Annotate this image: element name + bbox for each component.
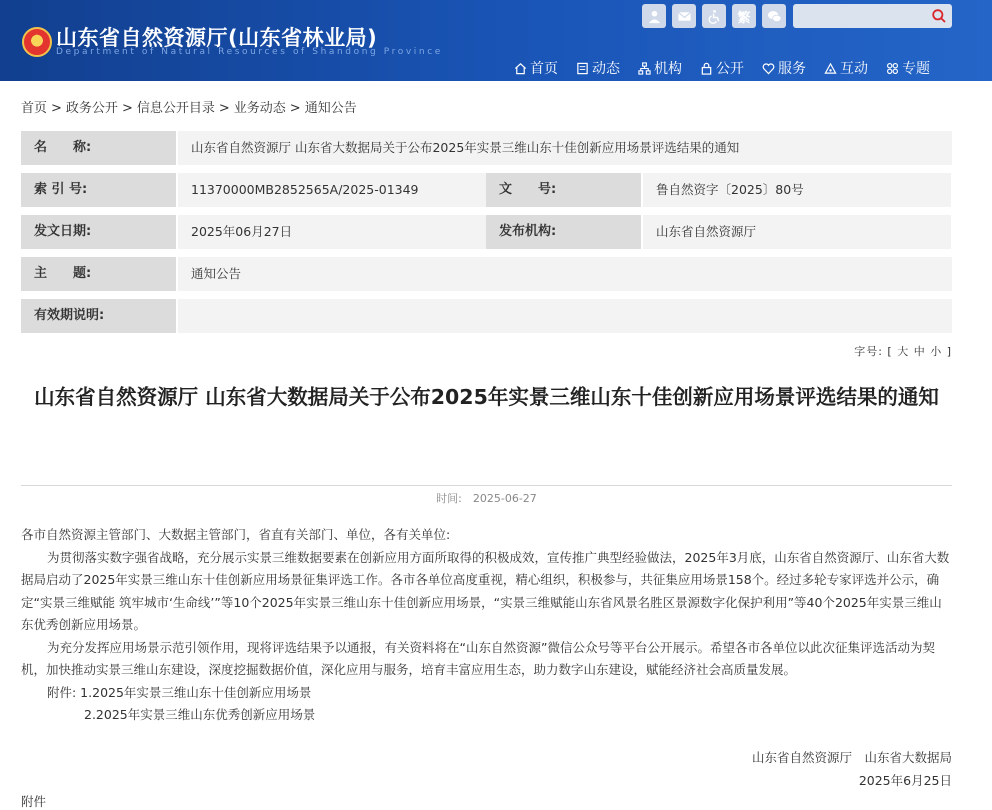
info-row-date — [21, 215, 952, 249]
paragraph: 为贯彻落实数字强省战略，充分展示实景三维数据要素在创新应用方面所取得的积极成效，宣传推广典型经验做法，2025年3月底，山东省自然资源厅、山东省大数据局启动了2025年实景三维山东十佳创新应用场景征集评选工作。各市各单位高度重视，精心组织，积极参与，共征集应用场景158个。经过多轮专家评选并公示，确定“实景三维赋能 筑牢城市‘生命线’”等10个2025年实景三维山东十佳创新应用场景，“实景三维赋能山东省风景名胜区景源数字化保护利用”等40个2025年实景三维山东优秀创新应用场景。 — [21, 549, 950, 632]
attachment-link-2[interactable]: 2.2025年实景三维山东优秀创新应用场景 — [84, 707, 316, 722]
nav-item-topic[interactable] — [886, 58, 930, 78]
wechat-icon[interactable] — [762, 4, 786, 28]
toolbar — [642, 4, 786, 28]
info-row-index — [21, 173, 952, 207]
info-value-topic: 通知公告 — [178, 257, 952, 291]
info-label: 发文日期: — [21, 215, 176, 249]
font-size-small[interactable]: 小 — [930, 345, 943, 358]
lock-icon — [700, 62, 713, 75]
interact-icon — [824, 62, 837, 75]
info-label: 发布机构: — [486, 215, 641, 249]
nav-label: 动态 — [592, 61, 620, 77]
info-value-validity — [178, 299, 952, 333]
info-value-org: 山东省自然资源厅 — [643, 215, 951, 249]
publish-time: 时间: 2025-06-27 — [436, 492, 537, 505]
search-box — [793, 4, 952, 28]
nav-label: 专题 — [902, 61, 930, 77]
info-label: 名 称: — [21, 131, 176, 165]
news-icon — [576, 62, 589, 75]
breadcrumb-catalog[interactable]: 信息公开目录 — [136, 101, 215, 116]
nav-item-home[interactable] — [514, 58, 558, 78]
grid-icon — [886, 62, 899, 75]
nav-item-service[interactable] — [762, 58, 806, 78]
paragraph: 为充分发挥应用场景示范引领作用，现将评选结果予以通报，有关资料将在“山东自然资源”微信公众号等平台公开展示。希望各市各单位以此次征集评选活动为契机，加快推动实景三维山东建设，深度挖掘数据价值，深化应用与服务，培育丰富应用生态，助力数字山东建设，赋能经济社会高质量发展。 — [21, 639, 935, 677]
breadcrumb — [21, 97, 357, 116]
info-label: 索 引 号: — [21, 173, 176, 207]
site-title[interactable]: 山东省自然资源厅(山东省林业局) — [56, 26, 378, 50]
traditional-chinese-button[interactable]: 繁 — [732, 4, 756, 28]
breadcrumb-separator: > — [289, 101, 301, 116]
signature-orgs: 山东省自然资源厅 山东省大数据局 — [751, 750, 952, 765]
nav-item-interact[interactable] — [824, 58, 868, 78]
font-size-controls — [854, 343, 952, 359]
article-title: 山东省自然资源厅 山东省大数据局关于公布2025年实景三维山东十佳创新应用场景评选结果的通知 — [34, 385, 939, 409]
info-value-docno: 鲁自然资字〔2025〕80号 — [643, 173, 951, 207]
breadcrumb-home[interactable]: 首页 — [21, 101, 48, 116]
accessibility-icon[interactable] — [702, 4, 726, 28]
emblem-icon — [22, 27, 52, 57]
font-size-end: ] — [946, 345, 952, 358]
info-label: 主 题: — [21, 257, 176, 291]
info-value-index: 11370000MB2852565A/2025-01349 — [178, 173, 486, 207]
breadcrumb-open-gov[interactable]: 政务公开 — [65, 101, 118, 116]
font-size-label: 字号: [ — [854, 345, 893, 358]
info-row-name — [21, 131, 952, 165]
info-row-topic — [21, 257, 952, 291]
font-size-large[interactable]: 大 — [897, 345, 910, 358]
site-subtitle: Department of Natural Resources of Shandong Province — [56, 47, 443, 57]
nav-label: 服务 — [778, 61, 806, 77]
heart-icon — [762, 62, 775, 75]
nav-item-public[interactable] — [700, 58, 744, 78]
article-body — [21, 524, 952, 727]
nav-label: 首页 — [530, 61, 558, 77]
info-label: 有效期说明: — [21, 299, 176, 333]
breadcrumb-separator: > — [121, 101, 133, 116]
org-icon — [638, 62, 651, 75]
signature — [752, 746, 952, 792]
breadcrumb-separator: > — [218, 101, 230, 116]
divider — [21, 485, 952, 486]
breadcrumb-business[interactable]: 业务动态 — [233, 101, 286, 116]
mail-icon[interactable] — [672, 4, 696, 28]
font-size-medium[interactable]: 中 — [913, 345, 926, 358]
search-input[interactable] — [793, 4, 923, 28]
user-icon[interactable] — [642, 4, 666, 28]
info-label: 文 号: — [486, 173, 641, 207]
nav-item-org[interactable] — [638, 58, 682, 78]
site-header — [0, 0, 992, 81]
info-value-name: 山东省自然资源厅 山东省大数据局关于公布2025年实景三维山东十佳创新应用场景评选结果的通知 — [178, 131, 952, 165]
search-icon[interactable] — [931, 8, 947, 24]
signature-date: 2025年6月25日 — [858, 773, 952, 788]
info-value-date: 2025年06月27日 — [178, 215, 486, 249]
home-icon — [514, 62, 527, 75]
breadcrumb-notices[interactable]: 通知公告 — [304, 101, 357, 116]
nav-label: 公开 — [716, 61, 744, 77]
nav-label: 互动 — [840, 61, 868, 77]
nav-label: 机构 — [654, 61, 682, 77]
attachments-heading: 附件 — [21, 794, 47, 809]
salutation: 各市自然资源主管部门、大数据主管部门，省直有关部门、单位，各有关单位: — [21, 527, 451, 542]
attachment-link-1[interactable]: 附件: 1.2025年实景三维山东十佳创新应用场景 — [47, 684, 312, 700]
breadcrumb-separator: > — [51, 101, 62, 116]
nav-item-news[interactable] — [576, 58, 620, 78]
info-row-validity — [21, 299, 952, 333]
main-nav — [514, 58, 930, 78]
